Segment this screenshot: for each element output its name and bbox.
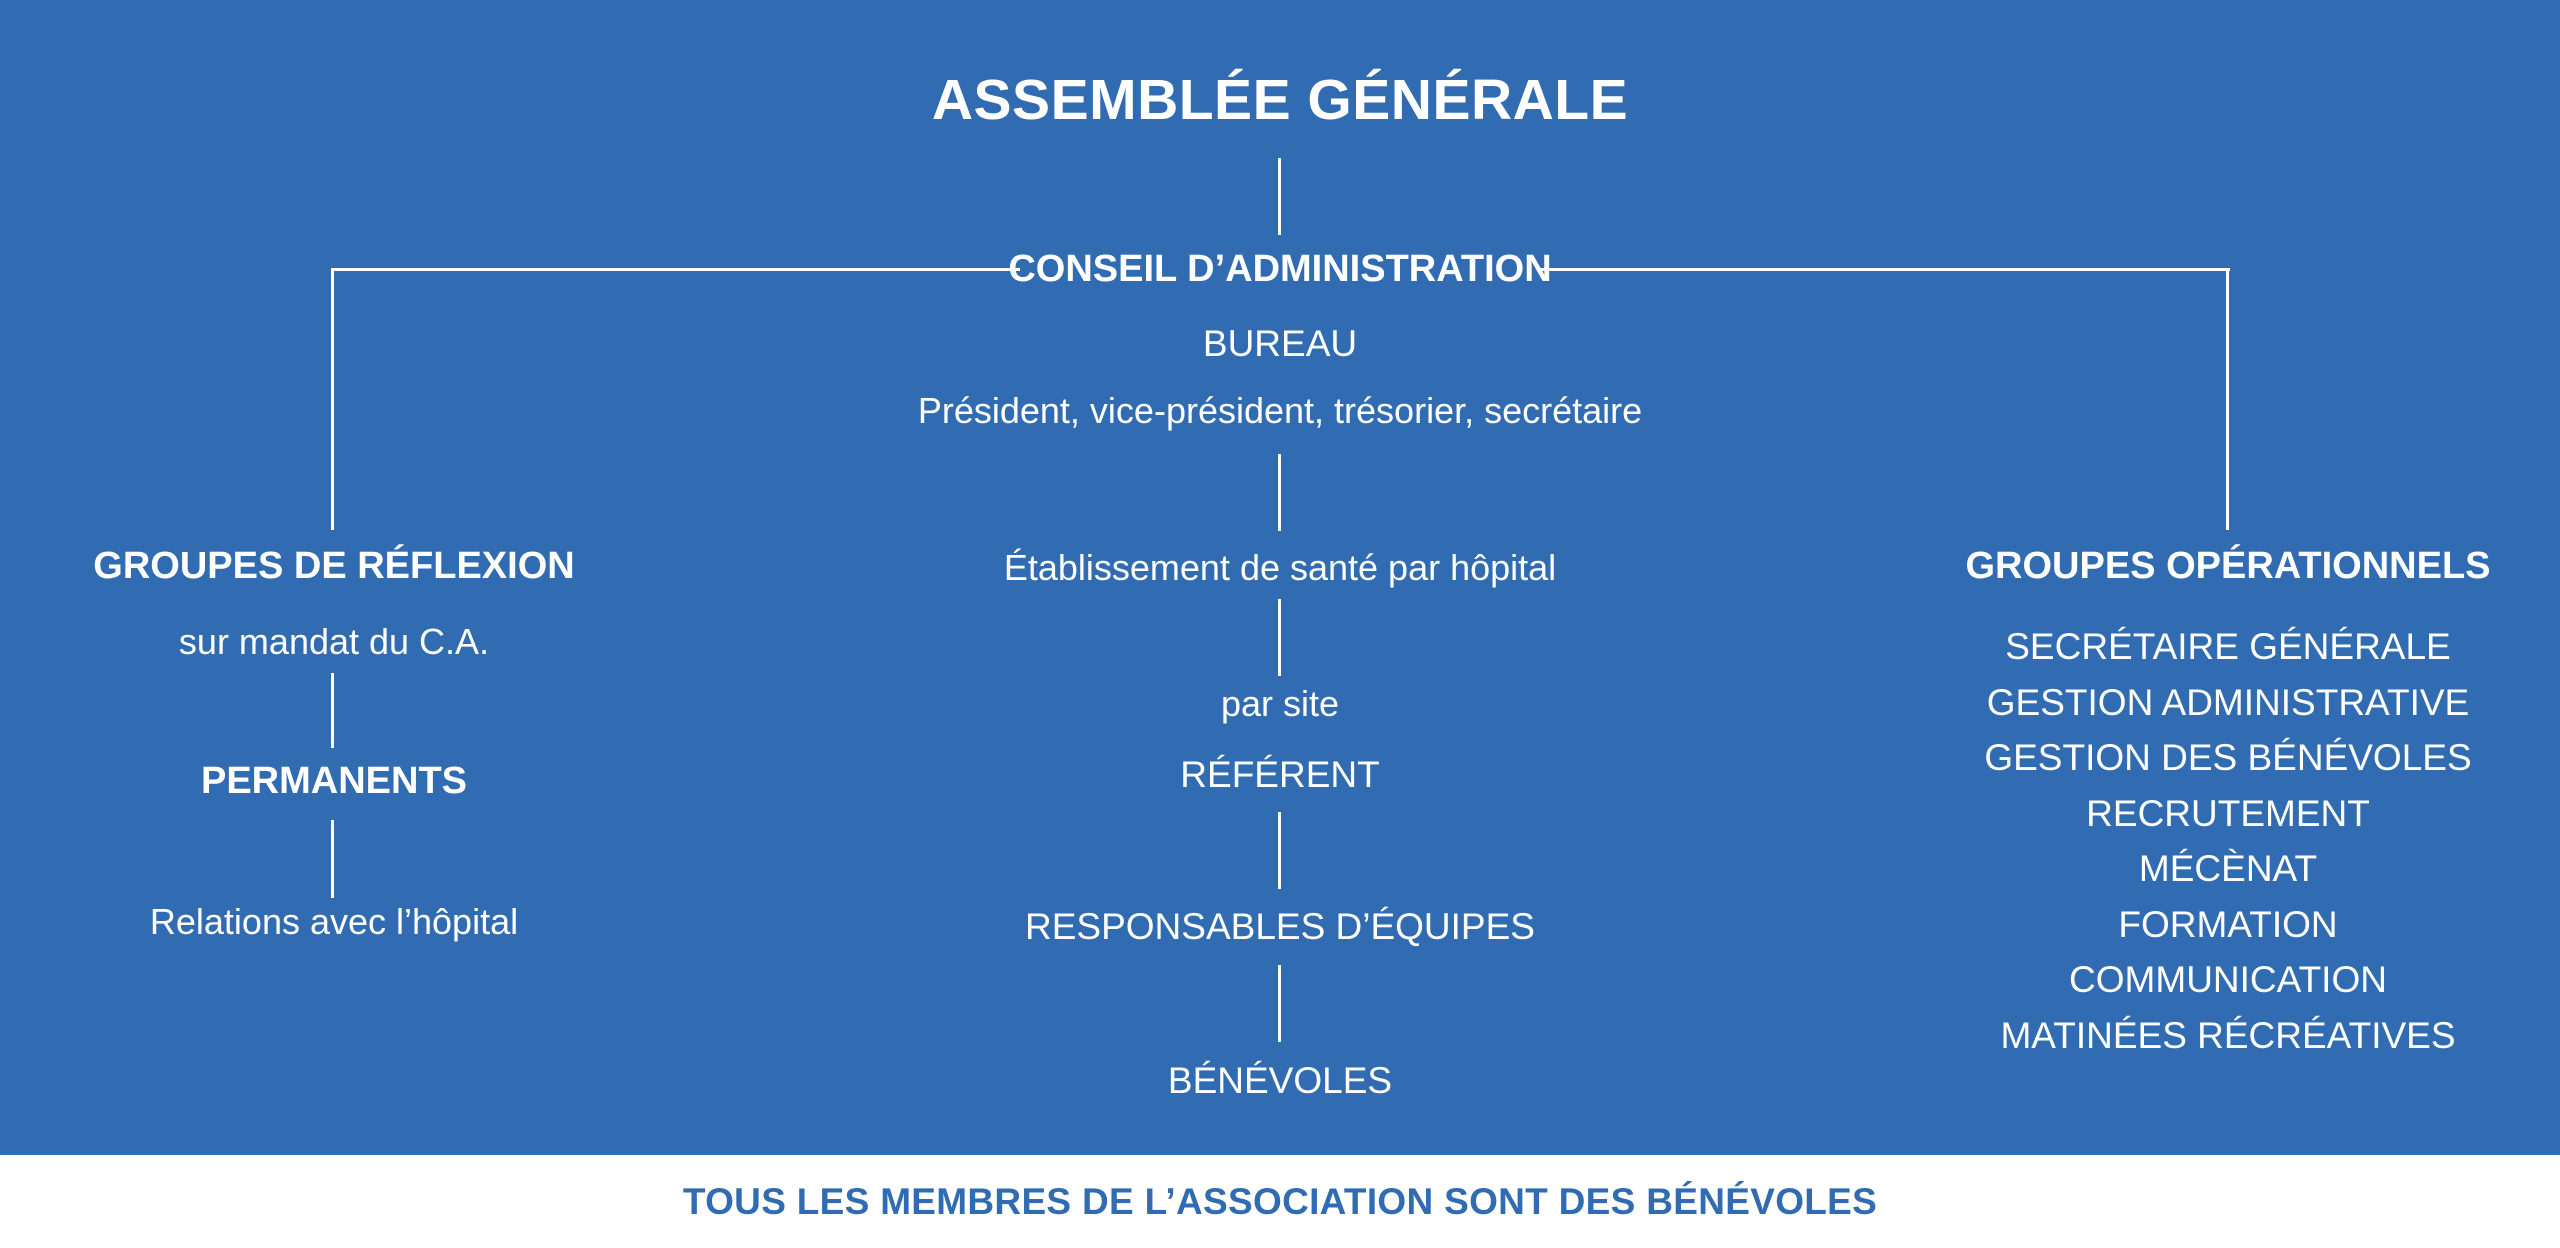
team-leaders-label: RESPONSABLES D’ÉQUIPES [1025, 906, 1535, 947]
operational-group-item: MATINÉES RÉCRÉATIVES [2000, 1015, 2456, 1056]
footer-text: TOUS LES MEMBRES DE L’ASSOCIATION SONT DES BÉNÉVOLES [682, 1180, 1878, 1222]
footer-banner [0, 1155, 2560, 1248]
operational-group-item: RECRUTEMENT [2086, 793, 2370, 834]
operational-group-item: GESTION DES BÉNÉVOLES [1984, 737, 2472, 778]
operational-group-item: MÉCÈNAT [2138, 848, 2318, 889]
connector-board-right-vertical [2226, 268, 2229, 530]
operational-group-item: COMMUNICATION [2069, 959, 2387, 1000]
permanents-label: PERMANENTS [200, 760, 468, 802]
connector-referent-team-leaders [1278, 812, 1281, 889]
operational-group-item: GESTION ADMINISTRATIVE [1986, 682, 2470, 723]
referent-label: RÉFÉRENT [1180, 754, 1380, 795]
connector-reflection-permanents [331, 673, 334, 748]
operational-group-item: SECRÉTAIRE GÉNÉRALE [2005, 626, 2451, 667]
per-site-label: par site [1220, 683, 1340, 724]
general-assembly-title: ASSEMBLÉE GÉNÉRALE [931, 68, 1629, 132]
board-title: CONSEIL D’ADMINISTRATION [1008, 248, 1552, 290]
connector-establishment-site [1278, 599, 1281, 676]
connector-board-right-horizontal [1540, 268, 2230, 271]
bureau-members: Président, vice-président, trésorier, secrétaire [917, 390, 1643, 431]
operational-groups-title: GROUPES OPÉRATIONNELS [1965, 545, 2491, 587]
connector-board-left-horizontal [331, 268, 1020, 271]
connector-team-leaders-volunteers [1278, 965, 1281, 1042]
bureau-label: BUREAU [1202, 323, 1358, 364]
reflection-groups-title: GROUPES DE RÉFLEXION [93, 545, 575, 587]
establishment-label: Établissement de santé par hôpital [1003, 547, 1557, 588]
connector-permanents-relations [331, 820, 334, 898]
operational-group-item: FORMATION [2118, 904, 2338, 945]
connector-bureau-establishment [1278, 454, 1281, 531]
connector-assembly-board [1278, 158, 1281, 235]
hospital-relations-label: Relations avec l’hôpital [149, 901, 519, 942]
reflection-groups-subtitle: sur mandat du C.A. [178, 621, 490, 662]
connector-board-left-vertical [331, 268, 334, 530]
volunteers-label: BÉNÉVOLES [1167, 1060, 1393, 1101]
